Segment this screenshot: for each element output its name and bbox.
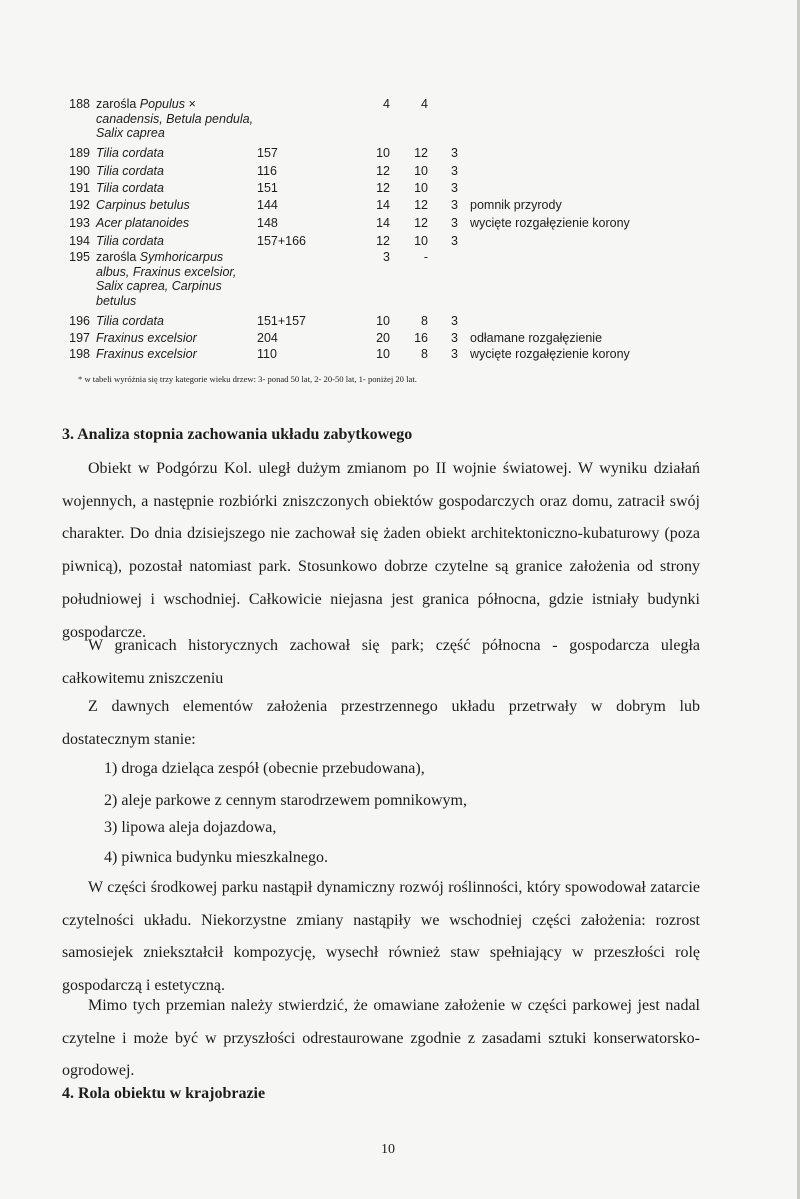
tree-number: 193 (69, 216, 90, 230)
species-name-part: Tilia cordata (96, 314, 164, 328)
paragraph-4: W części środkowej parku nastąpił dynamiczny rozwój roślinności, który spowodował zatarcie czytelności układu. Niekorzystne zmiany nastąpiły we wschodniej części założenia: rozrost samosiejek zniekształcił kompozycję, wysechł również staw spełniający w przeszłości rolę gospodarczą i estetyczną. (62, 879, 700, 995)
tree-number: 189 (69, 146, 90, 160)
tree-species (96, 198, 256, 213)
species-name-part: zarośla (96, 250, 140, 264)
crown-diameter: 8 (421, 347, 428, 361)
remarks: pomnik przyrody (470, 198, 562, 212)
species-name-part: Tilia cordata (96, 146, 164, 160)
species-name-part: Carpinus betulus (96, 198, 190, 212)
age-category: 3 (451, 314, 458, 328)
tree-height: 3 (383, 250, 390, 264)
age-category: 3 (451, 347, 458, 361)
age-category: 3 (451, 216, 458, 230)
trunk-circumference: 144 (257, 198, 278, 212)
remarks: odłamane rozgałęzienie (470, 331, 603, 345)
crown-diameter: - (423, 250, 428, 264)
trunk-circumference: 110 (257, 347, 277, 361)
crown-diameter: 12 (414, 216, 428, 230)
species-name-part: Symhoricarpus albus, Fraxinus excelsior, Salix caprea, Carpinus betulus (96, 250, 237, 308)
tree-species (96, 234, 256, 249)
tree-number: 191 (69, 181, 90, 195)
tree-species (96, 347, 256, 362)
tree-species (96, 314, 256, 329)
tree-species (96, 250, 256, 308)
paragraph-5: Mimo tych przemian należy stwierdzić, że omawiane założenie w części parkowej jest nadal czytelne i może być w przyszłości odrestaurowane zgodnie z zasadami sztuki konserwatorsko-ogrodowej. (62, 997, 700, 1080)
tree-number: 196 (69, 314, 90, 328)
tree-number: 198 (69, 347, 90, 361)
age-category: 3 (451, 146, 458, 160)
tree-species (96, 331, 256, 346)
crown-diameter: 10 (414, 164, 428, 178)
list-item-4: 4) piwnica budynku mieszkalnego. (104, 849, 328, 866)
list-item-3: 3) lipowa aleja dojazdowa, (104, 819, 277, 836)
tree-number: 197 (69, 331, 90, 345)
species-name-part: Tilia cordata (96, 234, 164, 248)
tree-species (96, 216, 256, 231)
tree-height: 12 (376, 234, 390, 248)
age-category: 3 (451, 234, 458, 248)
trunk-circumference: 151 (257, 181, 278, 195)
tree-number: 195 (69, 250, 90, 264)
paragraph-3: Z dawnych elementów założenia przestrzennego układu przetrwały w dobrym lub dostatecznym stanie: (62, 698, 700, 748)
tree-number: 192 (69, 198, 90, 212)
tree-height: 10 (376, 347, 390, 361)
tree-height: 12 (376, 181, 390, 195)
species-name-part: Fraxinus excelsior (96, 331, 197, 345)
species-name-part: zarośla (96, 97, 140, 111)
crown-diameter: 10 (414, 234, 428, 248)
tree-height: 12 (376, 164, 390, 178)
tree-species (96, 181, 256, 196)
tree-height: 4 (383, 97, 390, 111)
remarks: wycięte rozgałęzienie korony (470, 216, 630, 230)
crown-diameter: 12 (414, 146, 428, 160)
trunk-circumference: 151+157 (257, 314, 307, 328)
species-name-part: Fraxinus excelsior (96, 347, 197, 361)
tree-species (96, 97, 256, 141)
tree-number: 190 (69, 164, 90, 178)
tree-species (96, 146, 256, 161)
tree-height: 10 (376, 146, 390, 160)
tree-species (96, 164, 256, 179)
section-4-heading: 4. Rola obiektu w krajobrazie (62, 1085, 266, 1102)
trunk-circumference: 157+166 (257, 234, 307, 248)
page-number: 10 (381, 1142, 395, 1157)
species-name-part: Tilia cordata (96, 181, 164, 195)
table-footnote: * w tabeli wyróżnia się trzy kategorie wieku drzew: 3- ponad 50 lat, 2- 20-50 lat, 1- poniżej 20 lat. (78, 374, 417, 384)
species-name-part: Acer platanoides (96, 216, 190, 230)
age-category: 3 (451, 181, 458, 195)
paragraph-1: Obiekt w Podgórzu Kol. uległ dużym zmianom po II wojnie światowej. W wyniku działań wojennych, a następnie rozbiórki zniszczonych obiektów gospodarczych oraz domu, zatracił swój charakter. Do dnia dzisiejszego nie zachował się żaden obiekt architektoniczno-kubaturowy (poza piwnicą), pozostał natomiast park. Stosunkowo dobrze czytelne są granice założenia od strony południowej i wschodniej. Całkowicie niejasna jest granica północna, gdzie istniały budynki gospodarcze. (62, 460, 700, 641)
trunk-circumference: 204 (257, 331, 278, 345)
species-name-part: Tilia cordata (96, 164, 164, 178)
tree-height: 10 (376, 314, 390, 328)
tree-number: 194 (69, 234, 90, 248)
age-category: 3 (451, 331, 458, 345)
age-category: 3 (451, 164, 458, 178)
tree-number: 188 (69, 97, 90, 111)
tree-height: 14 (376, 198, 390, 212)
crown-diameter: 4 (421, 97, 428, 111)
trunk-circumference: 157 (257, 146, 278, 160)
crown-diameter: 16 (414, 331, 428, 345)
remarks: wycięte rozgałęzienie korony (470, 347, 630, 361)
crown-diameter: 8 (421, 314, 428, 328)
trunk-circumference: 116 (257, 164, 277, 178)
trunk-circumference: 148 (257, 216, 278, 230)
crown-diameter: 10 (414, 181, 428, 195)
crown-diameter: 12 (414, 198, 428, 212)
species-name-part: Populus × canadensis, Betula pendula, Salix caprea (96, 97, 254, 140)
list-item-2: 2) aleje parkowe z cennym starodrzewem pomnikowym, (104, 792, 467, 809)
paragraph-2: W granicach historycznych zachował się park; część północna - gospodarcza uległa całkowitemu zniszczeniu (62, 637, 700, 687)
tree-height: 20 (376, 331, 390, 345)
section-3-heading: 3. Analiza stopnia zachowania układu zabytkowego (62, 426, 413, 443)
tree-height: 14 (376, 216, 390, 230)
age-category: 3 (451, 198, 458, 212)
list-item-1: 1) droga dzieląca zespół (obecnie przebudowana), (104, 760, 425, 777)
